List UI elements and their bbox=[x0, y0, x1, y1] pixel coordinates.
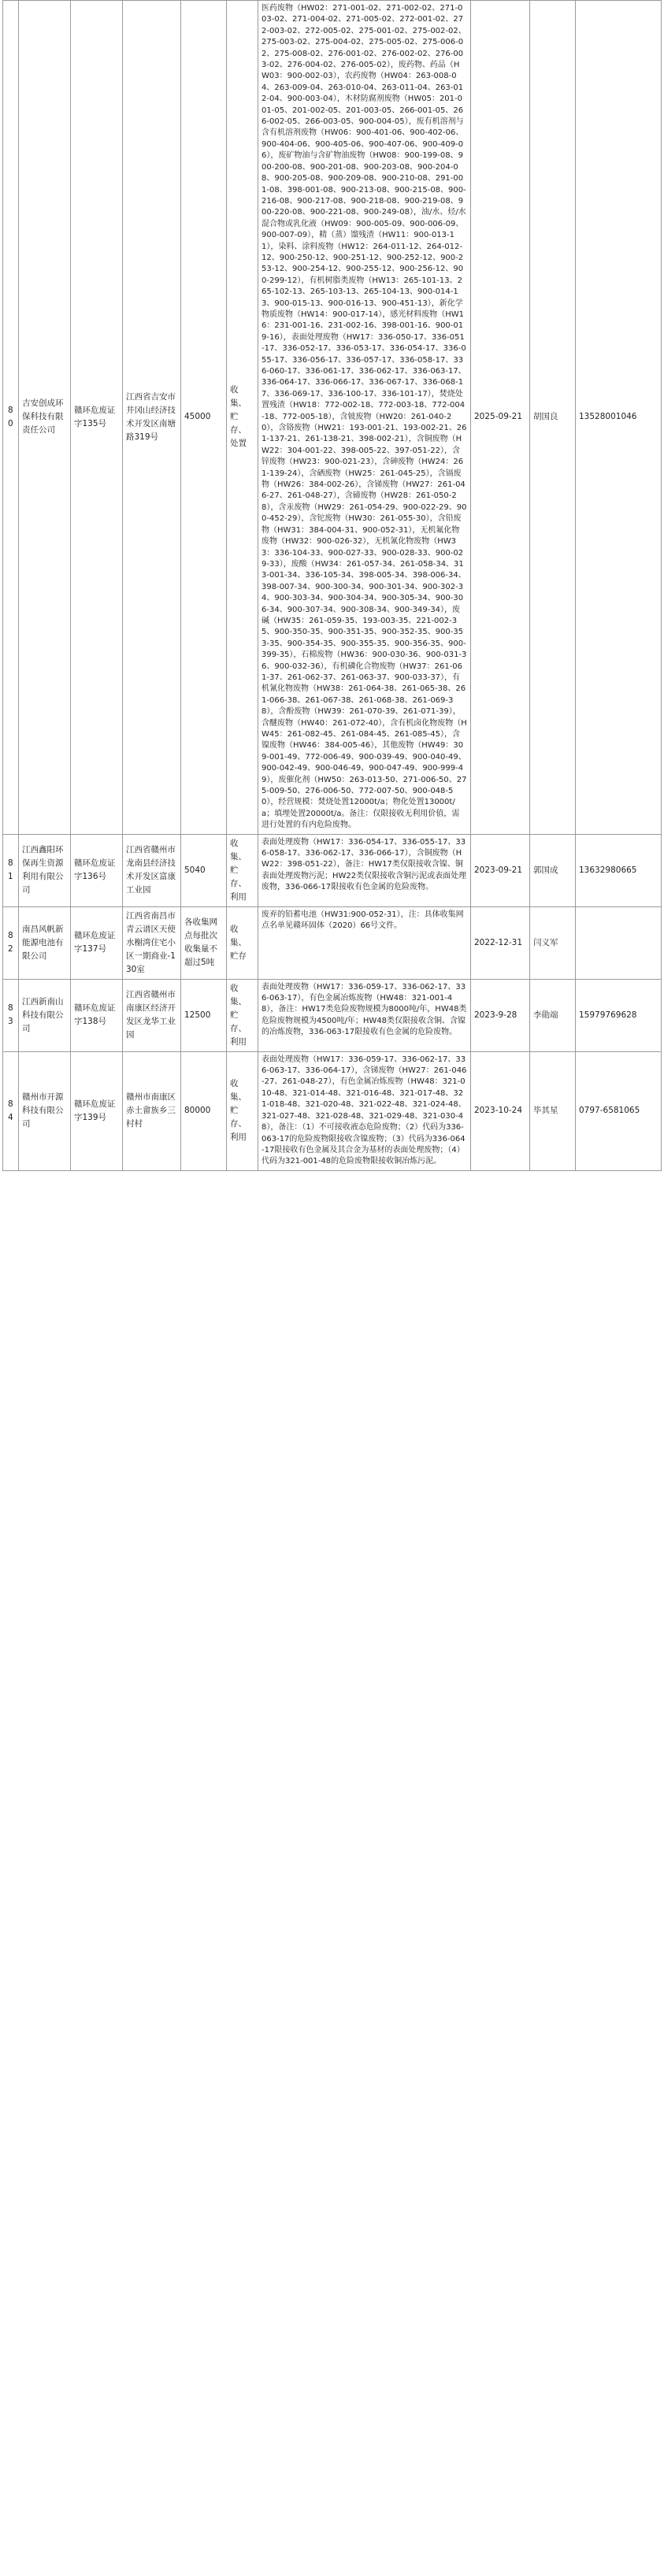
company-name: 江西鑫阳环保再生资源利用有限公司 bbox=[19, 834, 71, 906]
company-name: 南昌风帆新能源电池有限公司 bbox=[19, 906, 71, 979]
capacity: 12500 bbox=[181, 979, 227, 1051]
operation-mode: 收集、贮存、利用 bbox=[227, 834, 258, 906]
company-name: 赣州市开源科技有限公司 bbox=[19, 1051, 71, 1170]
valid-until: 2023-09-21 bbox=[471, 834, 530, 906]
legal-representative: 李勋端 bbox=[530, 979, 576, 1051]
capacity: 80000 bbox=[181, 1051, 227, 1170]
permit-number: 赣环危废证字136号 bbox=[71, 834, 123, 906]
legal-representative: 闫义军 bbox=[530, 906, 576, 979]
row-number: 83 bbox=[3, 979, 19, 1051]
valid-until: 2023-10-24 bbox=[471, 1051, 530, 1170]
legal-representative: 胡国良 bbox=[530, 1, 576, 835]
company-name: 江西新南山科技有限公司 bbox=[19, 979, 71, 1051]
permit-table bbox=[2, 0, 662, 1171]
table-row bbox=[3, 834, 662, 906]
contact-phone: 15979769628 bbox=[576, 979, 662, 1051]
permit-number: 赣环危废证字135号 bbox=[71, 1, 123, 835]
business-scope: 废弃的铅蓄电池（HW31:900-052-31），注：具体收集网点名单见赣环固体（2020）66号文件。 bbox=[258, 906, 471, 979]
legal-representative: 毕其星 bbox=[530, 1051, 576, 1170]
permit-number: 赣环危废证字139号 bbox=[71, 1051, 123, 1170]
contact-phone: 13528001046 bbox=[576, 1, 662, 835]
operation-mode: 收集、贮存、处置 bbox=[227, 1, 258, 835]
business-scope: 表面处理废物（HW17：336-059-17、336-062-17、336-063-17），有色金属冶炼废物（HW48：321-001-48），备注：HW17类危险废物规模为8000吨/年，HW48类危险废物规模为4500吨/年；HW48类仅限接收含铜、含镍的冶炼废物，336-063-17限接收有色金属的危险废物。 bbox=[258, 979, 471, 1051]
table-row bbox=[3, 1, 662, 835]
contact-phone: 0797-6581065 bbox=[576, 1051, 662, 1170]
company-name: 吉安创成环保科技有限责任公司 bbox=[19, 1, 71, 835]
company-address: 江西省赣州市南康区经济开发区龙华工业园 bbox=[123, 979, 181, 1051]
operation-mode: 收集、贮存、利用 bbox=[227, 979, 258, 1051]
capacity: 5040 bbox=[181, 834, 227, 906]
table-row bbox=[3, 1051, 662, 1170]
contact-phone bbox=[576, 906, 662, 979]
company-address: 赣州市南康区赤土畲族乡三村村 bbox=[123, 1051, 181, 1170]
row-number: 82 bbox=[3, 906, 19, 979]
valid-until: 2025-09-21 bbox=[471, 1, 530, 835]
row-number: 84 bbox=[3, 1051, 19, 1170]
business-scope: 医药废物（HW02：271-001-02、271-002-02、271-003-02、271-004-02、271-005-02、272-001-02、272-003-02、272-005-02、275-001-02、275-002-02、275-003-02、275-004-02、275-005-02、275-006-02、275-008-02、276-001-02、276-002-02、276-003-02、276-004-02、276-005-02），废药物、药品（HW03：900-002-03），农药废物（HW04：263-008-04、263-009-04、263-010-04、263-011-04、263-012-04、900-003-04），木材防腐剂废物（HW05：201-001-05、201-002-05、201-003-05、266-001-05、266-002-05、266-003-05、900-004-05），废有机溶剂与含有机溶剂废物（HW06：900-401-06、900-402-06、900-404-06、900-405-06、900-407-06、900-409-06），废矿物油与含矿物油废物（HW08：900-199-08、900-200-08、900-201-08、900-203-08、900-204-08、900-205-08、900-209-08、900-210-08、291-001-08、398-001-08、900-213-08、900-215-08、900-216-08、900-217-08、900-218-08、900-219-08、900-220-08、900-221-08、900-249-08），油/水、烃/水混合物或乳化液（HW09：900-005-09、900-006-09、900-007-09），精（蒸）馏残渣（HW11：900-013-11），染料、涂料废物（HW12：264-011-12、264-012-12、900-250-12、900-251-12、900-252-12、900-253-12、900-254-12、900-255-12、900-256-12、900-299-12），有机树脂类废物（HW13：265-101-13、265-102-13、265-103-13、265-104-13、900-014-13、900-015-13、900-016-13、900-451-13），新化学物质废物（HW14：900-017-14），感光材料废物（HW16：231-001-16、231-002-16、398-001-16、900-019-16），表面处理废物（HW17：336-050-17、336-051-17、336-052-17、336-053-17、336-054-17、336-055-17、336-056-17、336-057-17、336-058-17、336-060-17、336-061-17、336-062-17、336-063-17、336-064-17、336-066-17、336-067-17、336-068-17、336-069-17、336-100-17、336-101-17），焚烧处置残渣（HW18：772-002-18、772-003-18、772-004-18、772-005-18），含铍废物（HW20：261-040-20），含铬废物（HW21：193-001-21、193-002-21、261-137-21、261-138-21、398-002-21），含铜废物（HW22：304-001-22、398-005-22、397-051-22），含锌废物（HW23：900-021-23），含砷废物（HW24：261-139-24），含硒废物（HW25：261-045-25），含镉废物（HW26：384-002-26），含锑废物（HW27：261-046-27、261-048-27），含碲废物（HW28：261-050-28），含汞废物（HW29：261-054-29、900-022-29、900-452-29），含铊废物（HW30：261-055-30），含铅废物（HW31：384-004-31、900-052-31），无机氟化物废物（HW32：900-026-32），无机氰化物废物（HW33：336-104-33、900-027-33、900-028-33、900-029-33），废酸（HW34：261-057-34、261-058-34、313-001-34、336-105-34、398-005-34、398-006-34、398-007-34、900-300-34、900-301-34、900-302-34、900-303-34、900-304-34、900-305-34、900-306-34、900-307-34、900-308-34、900-349-34），废碱（HW35：261-059-35、193-003-35、221-002-35、900-350-35、900-351-35、900-352-35、900-353-35、900-354-35、900-355-35、900-356-35、900-399-35），石棉废物（HW36：900-030-36、900-031-36、900-032-36），有机磷化合物废物（HW37：261-061-37、261-062-37、261-063-37、900-033-37），有机氰化物废物（HW38：261-064-38、261-065-38、261-066-38、261-067-38、261-068-38、261-069-38），含酚废物（HW39：261-070-39、261-071-39），含醚废物（HW40：261-072-40），含有机卤化物废物（HW45：261-082-45、261-084-45、261-085-45），含镍废物（HW46：384-005-46），其他废物（HW49：309-001-49、772-006-49、900-039-49、900-040-49、900-042-49、900-046-49、900-047-49、900-999-49），废催化剂（HW50：263-013-50、271-006-50、275-009-50、276-006-50、772-007-50、900-048-50），经营规模：焚烧处置12000t/a；物化处置13000t/a；填埋处置20000t/a。备注：仅限接收无利用价值，需进行处置的有内危险废物。 bbox=[258, 1, 471, 835]
business-scope: 表面处理废物（HW17：336-059-17、336-062-17、336-063-17、336-064-17），含锑废物（HW27：261-046-27、261-048-27），有色金属冶炼废物（HW48：321-010-48、321-014-48、321-016-48、321-017-48、321-018-48、321-020-48、321-022-48、321-024-48、321-027-48、321-028-48、321-029-48、321-030-48），备注：（1）不可接收液态危险废物；（2）代码为336-063-17的危险废物限接收含镍废物；（3）代码为336-064-17限接收有色金属及其合金为基材的表面处理废物；（4）代码为321-001-48的危险废物限接收铜冶炼污泥。 bbox=[258, 1051, 471, 1170]
company-address: 江西省吉安市井冈山经济技术开发区南塘路319号 bbox=[123, 1, 181, 835]
capacity: 45000 bbox=[181, 1, 227, 835]
legal-representative: 郭国成 bbox=[530, 834, 576, 906]
business-scope: 表面处理废物（HW17：336-054-17、336-055-17、336-058-17、336-062-17、336-066-17），含铜废物（HW22：398-051-22），备注：HW17类仅限接收含镍、铜表面处理废物污泥；HW22类仅限接收含铜污泥或表面处理废物，336-066-17限接收有色金属的危险废物。 bbox=[258, 834, 471, 906]
valid-until: 2023-9-28 bbox=[471, 979, 530, 1051]
permit-number: 赣环危废证字137号 bbox=[71, 906, 123, 979]
operation-mode: 收集、贮存、利用 bbox=[227, 1051, 258, 1170]
company-address: 江西省南昌市青云谱区天使水榭湾住宅小区一期商业-130室 bbox=[123, 906, 181, 979]
capacity: 各收集网点每批次收集量不超过5吨 bbox=[181, 906, 227, 979]
table-row bbox=[3, 979, 662, 1051]
company-address: 江西省赣州市龙南县经济技术开发区富康工业园 bbox=[123, 834, 181, 906]
row-number: 80 bbox=[3, 1, 19, 835]
table-row bbox=[3, 906, 662, 979]
operation-mode: 收集、贮存 bbox=[227, 906, 258, 979]
valid-until: 2022-12-31 bbox=[471, 906, 530, 979]
row-number: 81 bbox=[3, 834, 19, 906]
permit-number: 赣环危废证字138号 bbox=[71, 979, 123, 1051]
contact-phone: 13632980665 bbox=[576, 834, 662, 906]
